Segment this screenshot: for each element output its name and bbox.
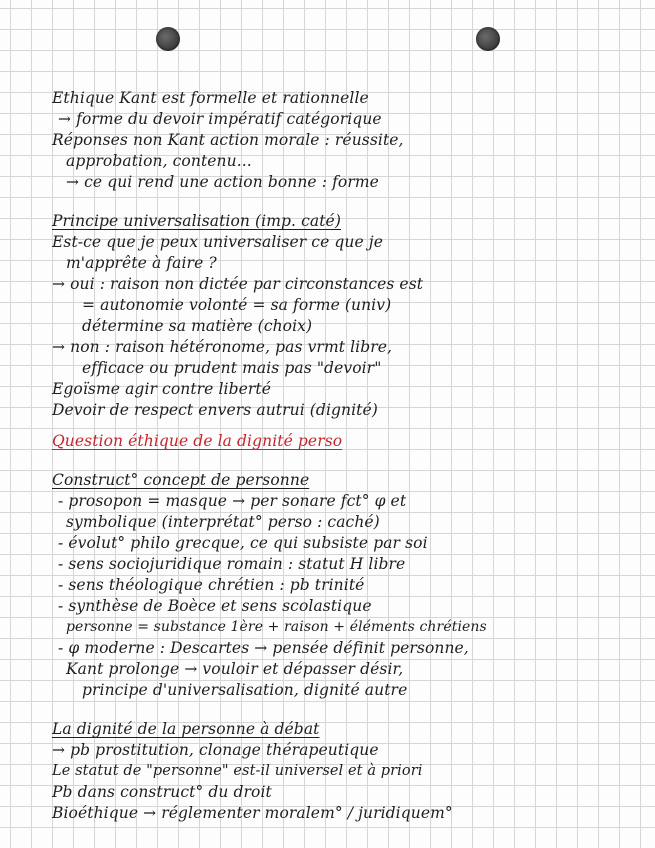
section-heading: Construct° concept de personne: [52, 471, 310, 489]
note-line: symbolique (interprétat° perso : caché): [66, 513, 380, 531]
section-person-concept: [52, 470, 631, 701]
note-line: Kant prolonge → vouloir et dépasser désir,: [66, 660, 404, 678]
note-line: → pb prostitution, clonage thérapeutique: [52, 741, 379, 759]
note-line: = autonomie volonté = sa forme (univ): [82, 296, 392, 314]
note-line: - prosopon = masque → per sonare fct° φ et: [58, 492, 407, 510]
section-heading: Question éthique de la dignité perso: [52, 432, 343, 450]
note-line: → ce qui rend une action bonne : forme: [66, 173, 379, 191]
note-line: - sens théologique chrétien : pb trinité: [58, 576, 365, 594]
section-heading: Principe universalisation (imp. caté): [52, 212, 341, 230]
section-universalisation: [52, 211, 631, 421]
note-line: - sens sociojuridique romain : statut H libre: [58, 555, 406, 573]
binder-hole-right: [476, 27, 500, 51]
note-line: efficace ou prudent mais pas "devoir": [82, 359, 382, 377]
note-line: détermine sa matière (choix): [82, 317, 313, 335]
note-line: Bioéthique → réglementer moralem° / juridiquem°: [52, 804, 453, 822]
note-line: - évolut° philo grecque, ce qui subsiste par soi: [58, 534, 428, 552]
section-dignity-question: [52, 431, 631, 452]
section-heading: La dignité de la personne à débat: [52, 720, 320, 738]
note-line: - φ moderne : Descartes → pensée définit personne,: [58, 639, 469, 657]
note-line: m'apprête à faire ?: [66, 254, 217, 272]
note-line: → non : raison hétéronome, pas vrmt libre,: [52, 338, 393, 356]
note-line: Est-ce que je peux universaliser ce que je: [52, 233, 383, 251]
handwritten-notes: [52, 88, 631, 824]
note-line: → forme du devoir impératif catégorique: [58, 110, 382, 128]
binder-hole-left: [156, 27, 180, 51]
note-line: personne = substance 1ère + raison + éléments chrétiens: [66, 619, 487, 635]
note-line: → oui : raison non dictée par circonstances est: [52, 275, 424, 293]
note-line: Egoïsme agir contre liberté: [52, 380, 271, 398]
note-line: Devoir de respect envers autrui (dignité): [52, 401, 378, 419]
note-line: Ethique Kant est formelle et rationnelle: [52, 89, 369, 107]
section-dignity-debate: [52, 719, 631, 824]
note-line: approbation, contenu...: [66, 152, 252, 170]
note-line: Pb dans construct° du droit: [52, 783, 272, 801]
section-kant-ethics: [52, 88, 631, 193]
note-line: - synthèse de Boèce et sens scolastique: [58, 597, 372, 615]
note-line: Le statut de "personne" est-il universel et à priori: [52, 763, 423, 779]
note-line: principe d'universalisation, dignité autre: [82, 681, 408, 699]
note-line: Réponses non Kant action morale : réussite,: [52, 131, 404, 149]
